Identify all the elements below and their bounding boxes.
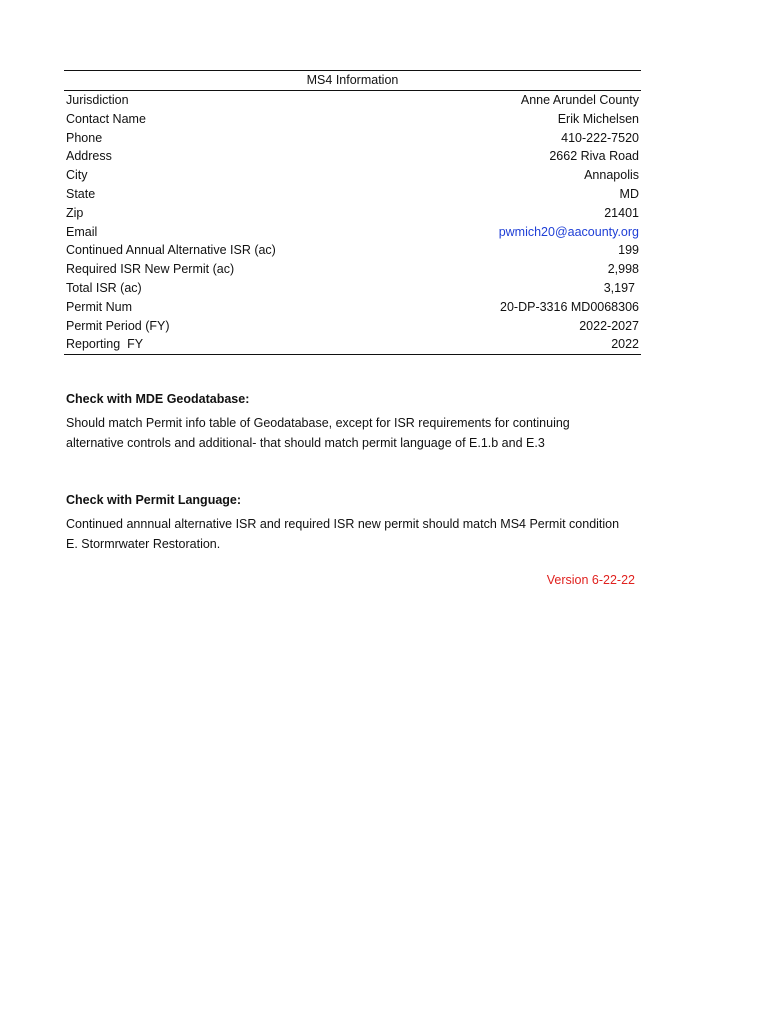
row-label: Permit Period (FY) xyxy=(66,318,170,333)
geodatabase-heading: Check with MDE Geodatabase: xyxy=(66,392,250,406)
version-label: Version 6-22-22 xyxy=(546,573,635,587)
ms4-information-table xyxy=(64,70,641,355)
row-value: Erik Michelsen xyxy=(557,111,639,126)
table-row-total-isr xyxy=(64,279,641,298)
row-value: 2662 Riva Road xyxy=(549,149,639,164)
table-row-address xyxy=(64,147,641,166)
row-label: Zip xyxy=(66,205,84,220)
table-row-phone xyxy=(64,129,641,148)
paragraph-line: Should match Permit info table of Geodatabase, except for ISR requirements for continuing xyxy=(66,416,570,430)
table-row-permit-period xyxy=(64,317,641,336)
table-row-required-isr xyxy=(64,260,641,279)
table-row-city xyxy=(64,166,641,185)
row-value: Annapolis xyxy=(584,168,639,183)
permit-language-paragraph xyxy=(66,514,646,554)
table-row-jurisdiction xyxy=(64,91,641,110)
row-label: Required ISR New Permit (ac) xyxy=(66,262,235,277)
paragraph-line: E. Stormrwater Restoration. xyxy=(66,537,221,551)
row-label: Phone xyxy=(66,130,103,145)
table-row-zip xyxy=(64,204,641,223)
row-label: City xyxy=(66,168,88,183)
row-label: Reporting FY xyxy=(66,337,144,352)
row-value: 2,998 xyxy=(607,262,639,277)
row-value: 3,197 xyxy=(603,280,635,295)
row-value: 410-222-7520 xyxy=(561,130,639,145)
table-row-continued-annual-isr xyxy=(64,241,641,260)
row-value: 2022-2027 xyxy=(579,318,639,333)
row-label: Address xyxy=(66,149,112,164)
table-title: MS4 Information xyxy=(64,71,641,91)
row-value: Anne Arundel County xyxy=(520,93,639,107)
row-value: 21401 xyxy=(604,205,639,220)
row-label: State xyxy=(66,186,96,201)
row-label: Permit Num xyxy=(66,299,132,314)
table-row-contact-name xyxy=(64,110,641,129)
row-label: Email xyxy=(66,224,98,239)
table-row-reporting-fy xyxy=(64,335,641,354)
permit-language-heading: Check with Permit Language: xyxy=(66,493,242,507)
row-label: Continued Annual Alternative ISR (ac) xyxy=(66,243,276,258)
row-label: Jurisdiction xyxy=(66,93,129,107)
geodatabase-paragraph xyxy=(66,413,646,453)
row-value: MD xyxy=(619,186,639,201)
row-label: Total ISR (ac) xyxy=(66,280,142,295)
row-value: 199 xyxy=(618,243,639,258)
row-value: 20-DP-3316 MD0068306 xyxy=(500,299,639,314)
table-row-email xyxy=(64,223,641,242)
paragraph-line: alternative controls and additional- that should match permit language of E.1.b and E.3 xyxy=(66,436,545,450)
table-row-state xyxy=(64,185,641,204)
email-link[interactable]: pwmich20@aacounty.org xyxy=(498,224,639,239)
paragraph-line: Continued annnual alternative ISR and required ISR new permit should match MS4 Permit condition xyxy=(66,517,620,531)
row-value: 2022 xyxy=(611,337,639,352)
table-row-permit-num xyxy=(64,298,641,317)
row-label: Contact Name xyxy=(66,111,146,126)
